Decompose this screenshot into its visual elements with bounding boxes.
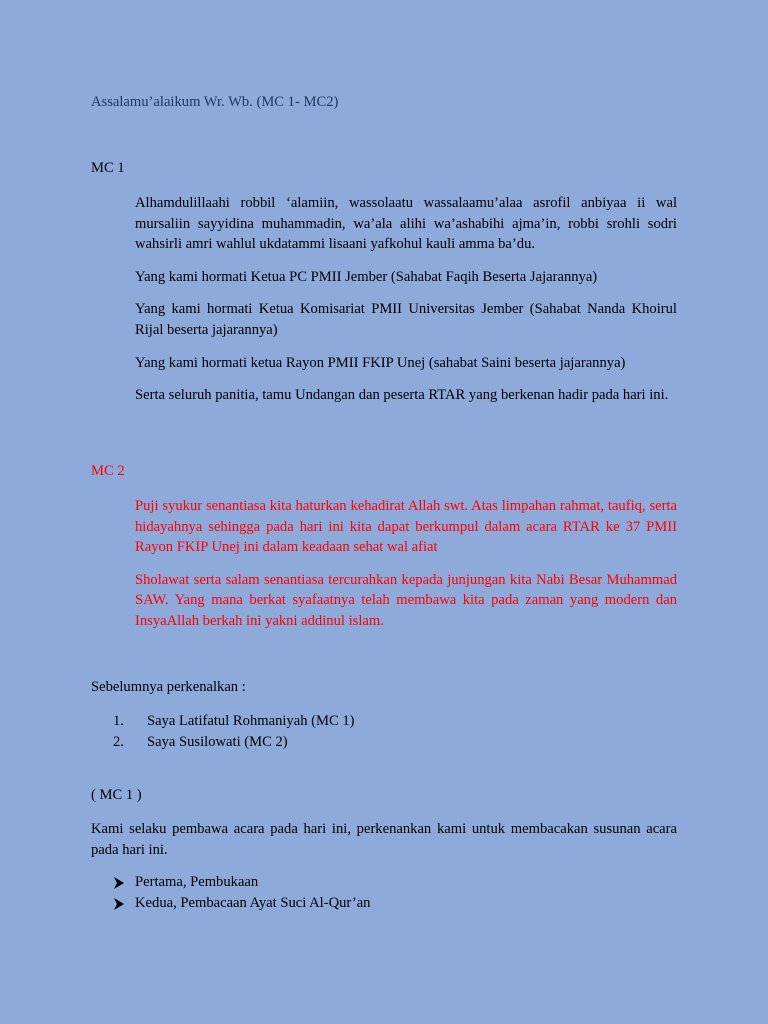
mc1-paragraph-respect-rayon: Yang kami hormati ketua Rayon PMII FKIP Unej (sahabat Saini beserta jajarannya) — [135, 354, 626, 371]
agenda-item-text: Kedua, Pembacaan Ayat Suci Al-Qur’an — [135, 895, 371, 911]
arrow-bullet-icon — [112, 872, 135, 893]
agenda-intro-paragraph: Kami selaku pembawa acara pada hari ini, perkenankan kami untuk membacakan susunan acara pada hari ini. — [91, 821, 677, 858]
list-item-text: Saya Latifatul Rohmaniyah (MC 1) — [147, 713, 355, 729]
introduction-heading: Sebelumnya perkenalkan : — [91, 679, 246, 695]
mc2-paragraph-sholawat: Sholawat serta salam senantiasa tercurahkan kepada junjungan kita Nabi Besar Muhammad SAW. Yang mana berkat syafaatnya telah membawa kita pada zaman yang modern dan InsyaAllah berkah ini yakni addinul islam. — [135, 571, 677, 629]
list-item-number: 1. — [113, 713, 124, 729]
list-item — [112, 893, 370, 914]
arrow-bullet-icon — [112, 893, 135, 914]
list-item-number: 2. — [113, 734, 124, 750]
mc1-paragraph-opening: Alhamdulillaahi robbil ‘alamiin, wassolaatu wassalaamu’alaa asrofil anbiyaa ii wal mursaliin sayyidina muhammadin, wa’ala alihi wa’ashabihi ajma’in, robbi srohli sodri wahsirli amri wahlul ukdatammi lisaani yafkohul kauli amma ba’du. — [135, 195, 677, 253]
list-item — [91, 711, 651, 732]
agenda-item-text: Pertama, Pembukaan — [135, 874, 259, 890]
mc2-block — [135, 496, 677, 632]
mc1-label: MC 1 — [91, 160, 125, 176]
list-item — [91, 732, 651, 753]
list-item — [112, 872, 370, 893]
introduction-list — [91, 711, 651, 753]
mc1-block — [135, 193, 677, 406]
mc1-paragraph-respect-pc: Yang kami hormati Ketua PC PMII Jember (Sahabat Faqih Beserta Jajarannya) — [135, 268, 598, 285]
mc1-paragraph-respect-komisariat: Yang kami hormati Ketua Komisariat PMII Universitas Jember (Sahabat Nanda Khoirul Rijal beserta jajarannya) — [135, 301, 677, 338]
mc1-paragraph-guests: Serta seluruh panitia, tamu Undangan dan peserta RTAR yang berkenan hadir pada hari ini. — [135, 387, 669, 404]
mc1-section-label: ( MC 1 ) — [91, 787, 142, 803]
greeting-heading: Assalamu’alaikum Wr. Wb. (MC 1- MC2) — [91, 94, 339, 110]
mc2-paragraph-gratitude: Puji syukur senantiasa kita haturkan kehadirat Allah swt. Atas limpahan rahmat, taufiq, serta hidayahnya sehingga pada hari ini kita dapat berkumpul dalam acara RTAR ke 37 PMII Rayon FKIP Unej ini dalam keadaan sehat wal afiat — [135, 498, 677, 556]
list-item-text: Saya Susilowati (MC 2) — [147, 734, 288, 750]
mc2-label: MC 2 — [91, 463, 125, 479]
agenda-list — [112, 872, 370, 914]
